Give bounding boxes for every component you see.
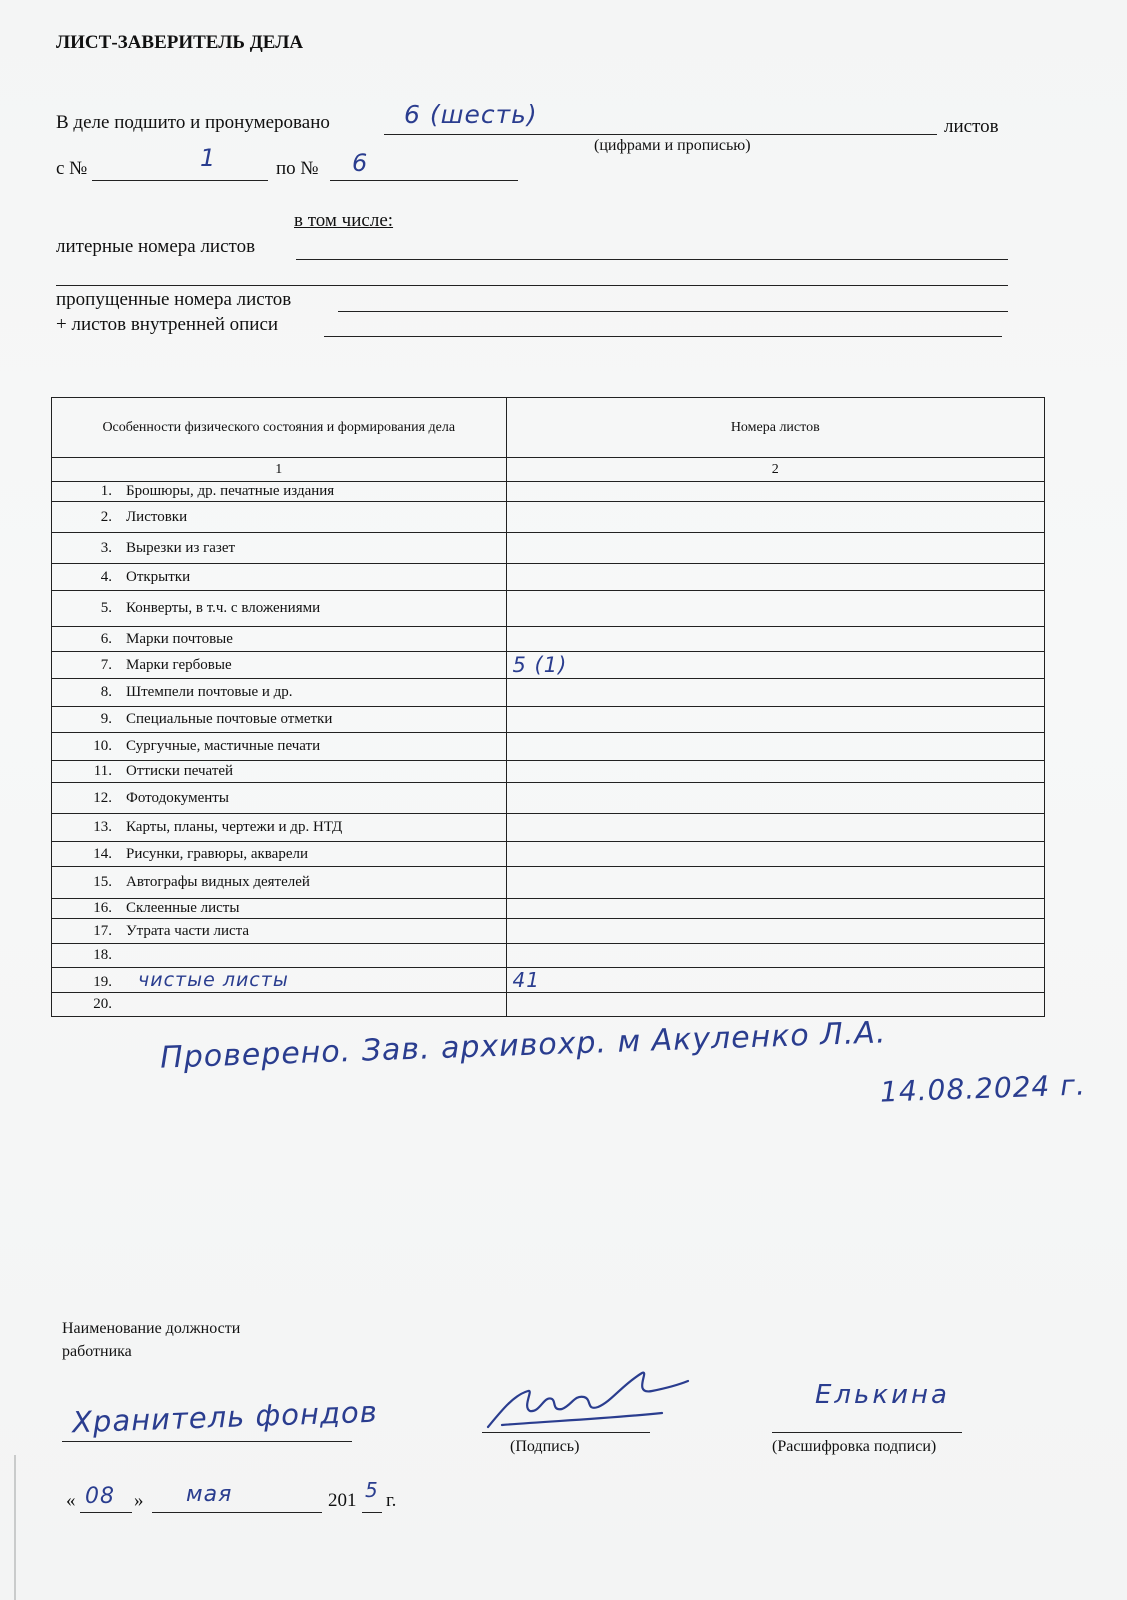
row-label: Марки почтовые [126,630,233,647]
signature-decode-value: Елькина [815,1380,950,1410]
table-row [52,867,1045,899]
row-label: Штемпели почтовые и др. [126,684,293,700]
position-value: Хранитель фондов [71,1394,379,1440]
range-to-label: по № [276,158,319,179]
row-number: 3. [100,539,112,556]
intro-value: 6 (шесть) [404,100,538,129]
date-close-quote: » [134,1490,144,1511]
row-value [506,733,1044,761]
table-row [52,502,1045,533]
table-row [52,564,1045,591]
header-col2: Номера листов [506,398,1044,458]
including-heading: в том числе: [294,210,394,231]
row-number: 18. [93,947,112,963]
row-label: Марки гербовые [126,656,232,673]
position-label-line2: работника [62,1343,132,1360]
row-label: Конверты, в т.ч. с вложениями [126,600,321,616]
table-row [52,533,1045,564]
row-number: 11. [93,763,112,779]
row-number: 8. [100,684,112,700]
row-value [506,679,1044,707]
signature-decode-caption: (Расшифровка подписи) [772,1438,937,1455]
row-label: Брошюры, др. печатные издания [126,483,335,499]
table-row [52,814,1045,842]
page-edge [14,1455,16,1600]
position-underline [62,1441,352,1442]
row-number: 15. [93,874,112,890]
row-value [506,482,1044,502]
row-value [506,919,1044,944]
row-value [506,591,1044,627]
row-label: Автографы видных деятелей [126,874,310,890]
column-number-row [52,458,1045,482]
table-row [52,761,1045,783]
row-label: Вырезки из газет [126,539,236,556]
date-day-underline [80,1512,132,1513]
table-row [52,919,1045,944]
row-value [506,761,1044,783]
table-row [52,482,1045,502]
date-year-underline [362,1512,382,1513]
table-row [52,899,1045,919]
row-value [506,783,1044,814]
table-row [52,627,1045,652]
row-label: Фотодокументы [126,789,229,806]
litera-underline [296,259,1008,260]
table-row [52,679,1045,707]
date-month: мая [186,1482,233,1507]
row-value [506,944,1044,968]
signature-mark [482,1355,692,1435]
row-label: Оттиски печатей [126,763,234,779]
row-value [506,564,1044,591]
table-header-row [52,398,1045,458]
table-row [52,944,1045,968]
row-number: 2. [100,508,112,525]
intro-suffix: листов [944,116,999,137]
row-number: 12. [93,789,112,806]
inventory-label: + листов внутренней описи [56,314,279,335]
row-number: 4. [100,568,112,585]
signature-underline [482,1432,650,1433]
row-label: Утрата части листа [126,922,250,939]
table-row [52,733,1045,761]
col2-number: 2 [506,458,1044,482]
col1-number: 1 [52,458,507,482]
row-label: Открытки [126,568,191,585]
date-year-prefix: 201 [328,1490,357,1511]
row-label: чистые листы [138,969,289,991]
table-row [52,707,1045,733]
table-row [52,842,1045,867]
intro-caption: (цифрами и прописью) [594,137,751,154]
range-from-underline [92,180,268,181]
row-label: Листовки [126,508,188,525]
position-label-line1: Наименование должности [62,1320,241,1337]
date-suffix: г. [386,1490,397,1511]
check-note-line2: 14.08.2024 г. [879,1068,1087,1109]
range-to-underline [330,180,518,181]
row-value [506,502,1044,533]
litera-underline-2 [56,285,1008,286]
missing-label: пропущенные номера листов [56,289,292,310]
signature-caption: (Подпись) [510,1438,580,1455]
row-value: 41 [506,968,1044,993]
row-number: 16. [93,900,112,916]
range-to-value: 6 [352,149,369,177]
date-open-quote: « [66,1490,76,1511]
row-value: 5 (1) [506,652,1044,679]
row-label: Карты, планы, чертежи и др. НТД [126,819,343,835]
document-title: ЛИСТ-ЗАВЕРИТЕЛЬ ДЕЛА [56,32,304,53]
row-number: 5. [100,600,112,616]
row-value [506,814,1044,842]
litera-label: литерные номера листов [56,236,256,257]
date-day: 08 [85,1484,115,1509]
row-value [506,533,1044,564]
range-from-label: с № [56,158,88,179]
row-number: 13. [93,819,112,835]
row-value [506,627,1044,652]
table-row [52,968,1045,993]
row-number: 14. [93,845,112,862]
features-table [51,397,1045,1017]
table-row [52,652,1045,679]
row-number: 10. [93,738,112,754]
missing-underline [338,311,1008,312]
inventory-underline [324,336,1002,337]
row-number: 17. [93,922,112,939]
check-note-line1: Проверено. Зав. архивохр. м Акуленко Л.А. [159,1015,887,1076]
header-col1: Особенности физического состояния и формирования дела [52,398,507,458]
table-row [52,591,1045,627]
date-year-digit: 5 [365,1478,379,1502]
row-label: Склеенные листы [126,900,240,916]
intro-underline [384,134,937,135]
row-value [506,842,1044,867]
row-number: 7. [100,656,112,673]
date-month-underline [152,1512,322,1513]
table-row [52,783,1045,814]
row-number: 20. [93,996,112,1012]
row-value [506,993,1044,1017]
row-label: Рисунки, гравюры, акварели [126,845,309,862]
range-from-value: 1 [200,144,217,172]
row-label: Специальные почтовые отметки [126,711,333,727]
intro-label: В деле подшито и пронумеровано [56,112,330,133]
row-value [506,899,1044,919]
row-number: 9. [100,711,112,727]
row-label: Сургучные, мастичные печати [126,738,321,754]
row-number: 1. [100,483,112,499]
row-value [506,867,1044,899]
row-number: 19. [93,974,112,990]
row-value [506,707,1044,733]
table-row [52,993,1045,1017]
row-number: 6. [100,630,112,647]
decode-underline [772,1432,962,1433]
